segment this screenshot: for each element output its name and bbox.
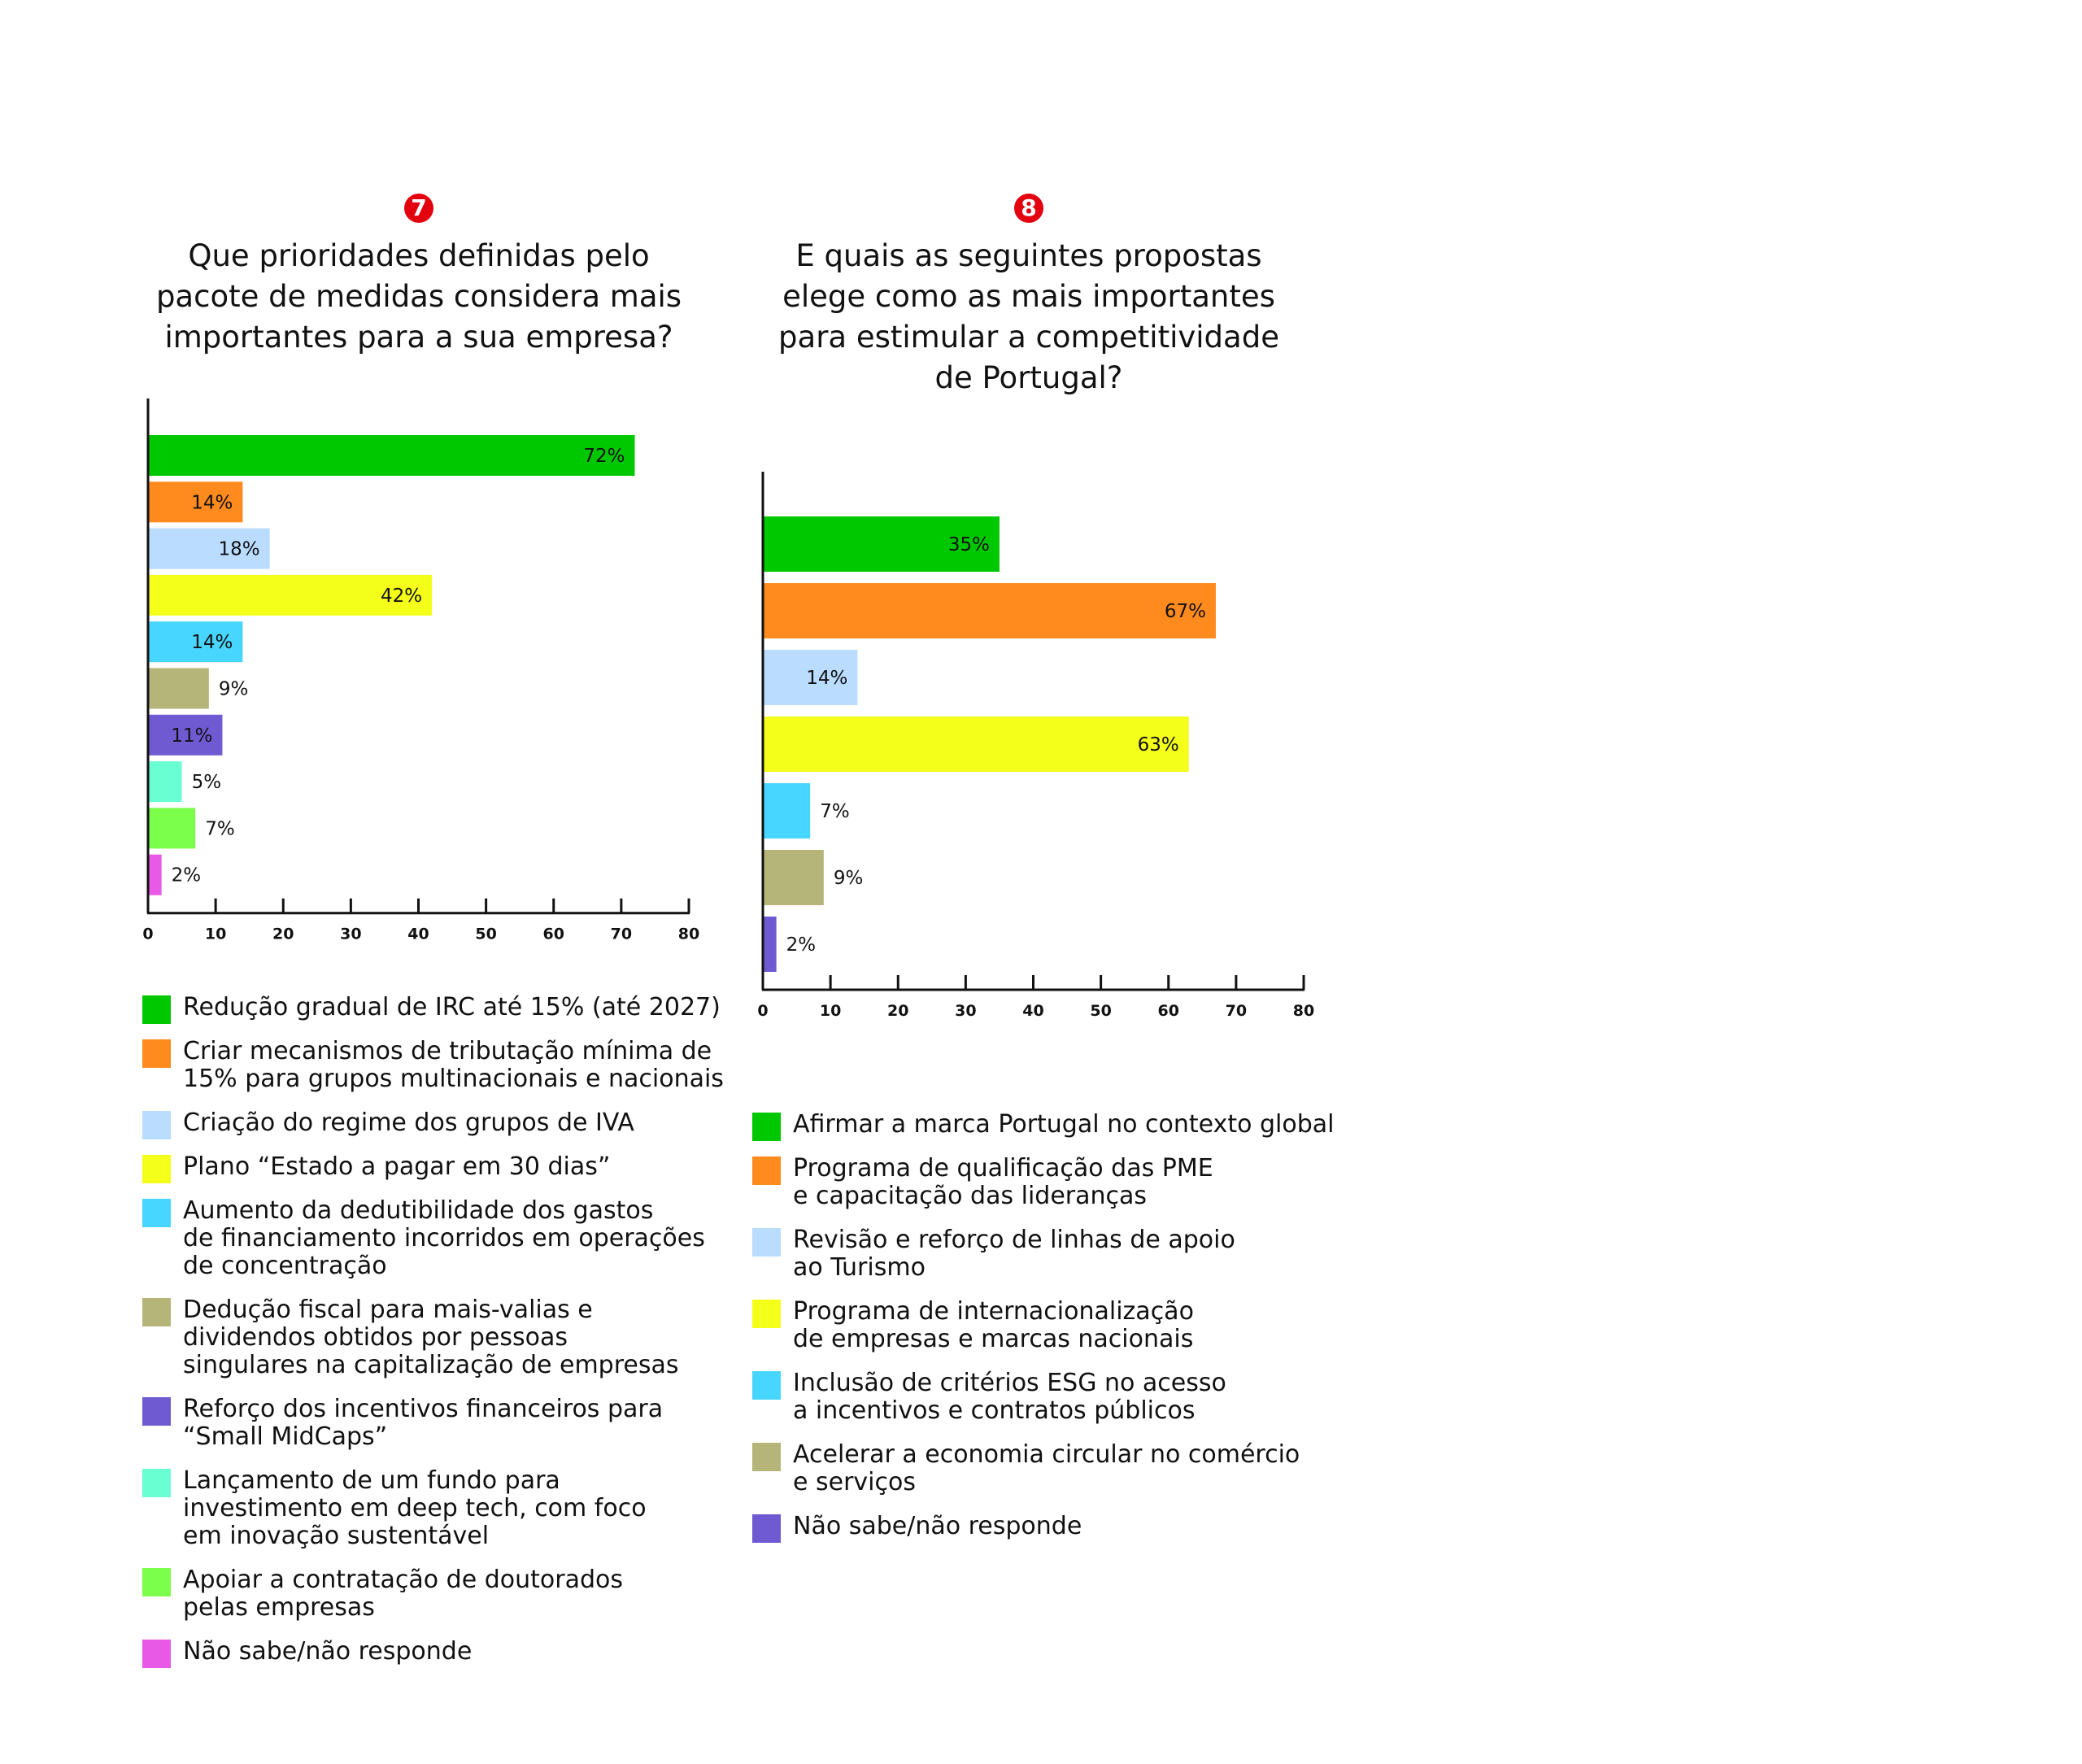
legend-label: Lançamento de um fundo para investimento em deep tech, com foco em inovação sustentável [183,1466,647,1550]
legend-label: Apoiar a contratação de doutorados pelas empresas [183,1566,623,1622]
bar-label-8-3: 63% [1137,734,1179,756]
bar-8-5 [763,850,824,905]
bar-label-8-1: 67% [1164,601,1206,622]
bar-7-5 [148,669,209,709]
bar-chart-7 [0,390,748,976]
bar-label-7-4: 14% [191,632,233,654]
legend-item [752,1226,1338,1282]
chart-title-8: E quais as seguintes propostas elege como as mais importantes para estimular a competitividade de Portugal? [778,238,1279,395]
bar-label-7-3: 42% [381,585,423,607]
legend-item [142,1396,728,1451]
legend-swatch [752,1514,781,1543]
legend-item [142,1566,728,1622]
legend-label: Programa de qualificação das PME e capacitação das lideranças [793,1154,1213,1210]
bar-label-7-9: 2% [171,865,202,886]
legend-item [142,1467,728,1550]
bar-label-8-2: 14% [806,668,848,689]
x-tick-label: 30 [955,1002,977,1020]
legend-item [752,1370,1338,1425]
legend-item [142,994,728,1021]
bar-7-0 [148,435,635,476]
x-tick-label: 10 [204,925,227,943]
bar-label-7-7: 5% [191,772,222,794]
legend-swatch [142,1640,171,1668]
question-number-badge-8: 8 [1014,194,1043,223]
chart-title-7: Que prioridades definidas pelo pacote de medidas considera mais importantes para a sua empresa? [155,238,682,355]
legend-item [752,1155,1338,1210]
bar-8-6 [763,917,777,972]
legend-swatch [142,1469,171,1497]
bar-label-7-0: 72% [583,446,625,467]
legend-swatch [142,1155,171,1183]
x-tick-label: 20 [272,925,294,943]
x-tick-label: 0 [757,1002,769,1020]
legend-swatch [752,1228,781,1257]
legend-label: Reforço dos incentivos financeiros para “Small MidCaps” [183,1395,664,1451]
legend-label: Não sabe/não responde [183,1637,473,1666]
bar-label-8-4: 7% [820,801,850,822]
legend-swatch [752,1300,781,1328]
x-tick-label: 40 [1022,1002,1044,1020]
x-tick-label: 0 [142,925,154,943]
bar-label-7-8: 7% [205,818,235,840]
bar-8-4 [763,783,810,838]
bar-label-7-1: 14% [191,492,233,514]
bar-7-8 [148,808,195,848]
x-tick-label: 80 [677,925,700,943]
legend-label: Afirmar a marca Portugal no contexto global [793,1110,1335,1139]
legend-swatch [142,1039,171,1068]
legend-label: Acelerar a economia circular no comércio e serviços [793,1440,1300,1496]
x-tick-label: 40 [407,925,429,943]
bar-label-7-2: 18% [218,538,260,560]
legend-item [142,1153,728,1181]
legend-item [752,1298,1338,1353]
legend-swatch [142,1199,171,1227]
x-tick-label: 60 [1157,1002,1179,1020]
x-tick-label: 80 [1292,1002,1315,1020]
question-number-badge-7: 7 [404,194,433,223]
legend-swatch [752,1443,781,1471]
legend-swatch [142,1111,171,1139]
legend-item [752,1513,1338,1540]
bar-label-7-5: 9% [218,678,249,700]
legend-item [752,1111,1338,1139]
legend-label: Criar mecanismos de tributação mínima de 15% para grupos multinacionais e nacionais [183,1037,724,1093]
legend-swatch [752,1371,781,1400]
bar-8-1 [763,583,1216,638]
bar-label-8-0: 35% [947,534,990,555]
legend-7 [142,994,728,1682]
x-tick-label: 60 [542,925,564,943]
x-tick-label: 70 [1225,1002,1248,1020]
legend-label: Dedução fiscal para mais-valias e dividendos obtidos por pessoas singulares na capitalização de empresas [183,1296,679,1379]
legend-item [142,1038,728,1093]
x-tick-label: 50 [475,925,497,943]
legend-item [142,1638,728,1666]
legend-swatch [142,1568,171,1596]
legend-label: Aumento da dedutibilidade dos gastos de financiamento incorridos em operações de concentração [183,1196,705,1280]
legend-8 [752,1111,1338,1557]
legend-swatch [142,1298,171,1326]
legend-label: Revisão e reforço de linhas de apoio ao Turismo [793,1226,1235,1282]
legend-item [142,1109,728,1137]
bar-chart-8 [732,455,1383,1057]
bar-8-3 [763,716,1189,772]
legend-item [142,1296,728,1379]
bar-label-7-6: 11% [171,725,213,747]
legend-item [752,1441,1338,1496]
legend-item [142,1197,728,1280]
legend-swatch [752,1156,781,1185]
x-tick-label: 20 [887,1002,909,1020]
bar-label-8-6: 2% [786,934,817,956]
x-tick-label: 10 [819,1002,842,1020]
x-tick-label: 50 [1090,1002,1112,1020]
x-tick-label: 70 [610,925,633,943]
bar-label-8-5: 9% [833,868,864,889]
legend-label: Programa de internacionalização de empresas e marcas nacionais [793,1297,1194,1353]
bar-7-7 [148,761,182,802]
x-tick-label: 30 [340,925,362,943]
legend-swatch [752,1113,781,1141]
legend-swatch [142,995,171,1024]
legend-label: Criação do regime dos grupos de IVA [183,1108,634,1137]
legend-label: Redução gradual de IRC até 15% (até 2027) [183,993,721,1021]
legend-swatch [142,1397,171,1426]
legend-label: Inclusão de critérios ESG no acesso a incentivos e contratos públicos [793,1369,1226,1425]
legend-label: Plano “Estado a pagar em 30 dias” [183,1152,611,1181]
legend-label: Não sabe/não responde [793,1512,1082,1540]
bar-7-9 [148,855,162,895]
